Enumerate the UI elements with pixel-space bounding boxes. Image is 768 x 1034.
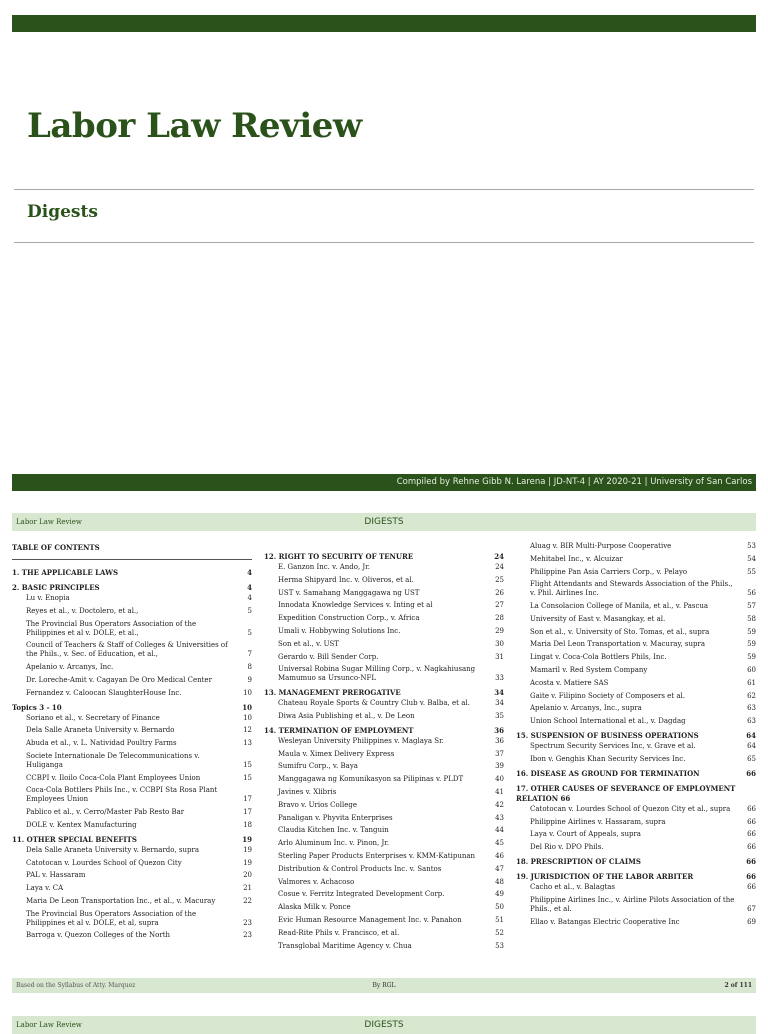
entry-title: Gaite v. Filipino Society of Composers et al.	[530, 691, 685, 700]
entry-page: 65	[747, 754, 756, 763]
entry-title: University of East v. Masangkay, et al.	[530, 614, 666, 623]
entry-title: UST v. Samahang Manggagawa ng UST	[278, 588, 420, 597]
entry-title: Sumifru Corp., v. Baya	[278, 762, 358, 771]
entry-title: Abuda et al., v. L. Natividad Poultry Farms	[26, 739, 177, 748]
toc-case-entry[interactable]	[516, 653, 756, 662]
entry-page: 69	[747, 917, 756, 926]
toc-case-entry[interactable]	[516, 692, 756, 701]
toc-case-entry[interactable]	[12, 871, 252, 880]
entry-page: 19	[242, 834, 252, 844]
entry-page: 7	[247, 650, 252, 659]
entry-page: 34	[495, 699, 504, 708]
entry-page: 55	[747, 567, 756, 576]
entry-title: 17. OTHER CAUSES OF SEVERANCE OF EMPLOYMENT RELATION 66	[516, 783, 736, 803]
toc-case-entry[interactable]	[264, 737, 504, 746]
entry-page: 58	[747, 614, 756, 623]
toc-case-entry[interactable]	[12, 846, 252, 855]
entry-page: 66	[747, 843, 756, 852]
toc-case-entry[interactable]	[264, 801, 504, 810]
toc-section-entry[interactable]	[516, 731, 756, 741]
toc-section-entry[interactable]	[516, 769, 756, 779]
entry-title: 14. TERMINATION OF EMPLOYMENT	[264, 725, 414, 735]
entry-page: 23	[243, 931, 252, 940]
entry-page: 66	[747, 883, 756, 892]
toc-case-entry[interactable]	[264, 929, 504, 938]
toc-case-entry[interactable]	[264, 563, 504, 572]
entry-page: 31	[495, 652, 504, 661]
entry-title: Coca-Cola Bottlers Phils Inc., v. CCBPI Sta Rosa Plant Employees Union	[26, 786, 218, 804]
entry-page: 41	[495, 788, 504, 797]
entry-title: E. Ganzon Inc. v. Ando, Jr.	[278, 563, 371, 571]
toc-case-entry[interactable]	[12, 884, 252, 893]
toc-case-entry[interactable]	[516, 640, 756, 649]
toc-case-entry[interactable]	[12, 726, 252, 735]
toc-case-entry[interactable]	[264, 750, 504, 759]
entry-title: Lu v. Enopia	[26, 594, 70, 602]
entry-page: 53	[495, 941, 504, 950]
entry-title: Fernandez v. Caloocan SlaughterHouse Inc.	[26, 688, 182, 697]
toc-case-entry[interactable]	[264, 865, 504, 874]
toc-case-entry[interactable]	[264, 775, 504, 784]
entry-page: 64	[747, 742, 756, 751]
entry-title: Council of Teachers & Staff of Colleges & Universities of the Phils., v. Sec. of Education, et al.,	[26, 641, 228, 659]
entry-page: 44	[495, 826, 504, 835]
toc-case-entry[interactable]	[516, 615, 756, 624]
toc-case-entry[interactable]	[264, 653, 504, 662]
entry-title: Cacho et al., v. Balagtas	[530, 883, 616, 892]
entry-title: Panaligan v. Phyvita Enterprises	[278, 813, 393, 822]
entry-page: 39	[495, 762, 504, 771]
entry-page: 37	[495, 749, 504, 758]
entry-page: 10	[242, 702, 252, 712]
entry-page: 33	[495, 674, 504, 683]
toc-column-1	[12, 542, 252, 944]
entry-page: 60	[747, 666, 756, 675]
document-title: Labor Law Review	[27, 106, 362, 146]
entry-page: 49	[495, 890, 504, 899]
top-banner	[12, 15, 756, 32]
entry-page: 59	[747, 653, 756, 662]
entry-page: 4	[247, 583, 252, 592]
entry-page: 15	[243, 773, 252, 782]
toc-case-entry[interactable]	[516, 555, 756, 564]
toc-section-entry[interactable]	[264, 726, 504, 736]
toc-case-entry[interactable]	[264, 627, 504, 636]
toc-case-entry[interactable]	[264, 890, 504, 899]
entry-title: Bravo v. Urios College	[278, 800, 357, 809]
toc-section-entry[interactable]	[516, 857, 756, 867]
entry-page: 12	[243, 726, 252, 735]
entry-page: 59	[747, 640, 756, 649]
toc-case-entry[interactable]	[12, 594, 252, 603]
toc-case-entry[interactable]	[264, 762, 504, 771]
toc-case-entry[interactable]	[264, 852, 504, 861]
entry-page: 48	[495, 877, 504, 886]
entry-title: Spectrum Security Services Inc, v. Grave et al.	[530, 742, 696, 751]
entry-title: Gerardo v. Bill Sender Corp.	[278, 652, 379, 661]
entry-title: Philippine Airlines Inc., v. Airline Pilots Association of the Phils., et al.	[530, 895, 735, 913]
toc-case-entry[interactable]	[264, 601, 504, 610]
entry-page: 53	[747, 542, 756, 550]
toc-section-entry[interactable]	[264, 688, 504, 698]
toc-case-entry[interactable]	[516, 918, 756, 927]
entry-page: 54	[747, 554, 756, 563]
entry-page: 34	[494, 688, 504, 698]
entry-title: Del Rio v. DPO Phils.	[530, 843, 604, 852]
toc-case-entry[interactable]	[12, 859, 252, 868]
entry-page: 50	[495, 903, 504, 912]
toc-case-entry[interactable]	[264, 916, 504, 925]
toc-case-entry[interactable]	[12, 620, 252, 638]
entry-title: Pablico et al., v. Cerro/Master Pab Resto Bar	[26, 808, 185, 817]
entry-title: Maula v. Ximex Delivery Express	[278, 749, 395, 758]
page-header	[12, 513, 756, 531]
toc-case-entry[interactable]	[516, 830, 756, 839]
entry-title: Maria Del Leon Transportation v. Macuray, supra	[530, 640, 706, 649]
toc-case-entry[interactable]	[516, 896, 756, 914]
entry-page: 24	[495, 563, 504, 571]
entry-title: The Provincial Bus Operators Association of the Philippines et al v. DOLE, et al.,	[26, 619, 197, 637]
toc-column-3	[516, 542, 756, 930]
entry-title: Sterling Paper Products Enterprises v. KMM-Katipunan	[278, 852, 476, 861]
header-left-text: Labor Law Review	[16, 518, 82, 526]
entry-page: 20	[243, 871, 252, 880]
toc-section-entry[interactable]	[264, 552, 504, 562]
entry-title: Umali v. Hobbywing Solutions Inc.	[278, 626, 401, 635]
entry-page: 5	[247, 606, 252, 615]
entry-title: CCBPI v. Iloilo Coca-Cola Plant Employees Union	[26, 773, 201, 782]
entry-title: Alaska Milk v. Ponce	[278, 903, 351, 912]
entry-title: Dela Salle Araneta University v. Bernardo, supra	[26, 845, 200, 854]
entry-page: 52	[495, 928, 504, 937]
toc-case-entry[interactable]	[264, 839, 504, 848]
toc-case-entry[interactable]	[264, 712, 504, 721]
toc-section-entry[interactable]	[12, 703, 252, 713]
toc-case-entry[interactable]	[516, 717, 756, 726]
entry-title: Manggagawa ng Komunikasyon sa Pilipinas v. PLDT	[278, 775, 464, 784]
toc-case-entry[interactable]	[12, 663, 252, 672]
entry-title: Laya v. Court of Appeals, supra	[530, 830, 641, 839]
entry-page: 13	[243, 739, 252, 748]
entry-title: Diwa Asia Publishing et al., v. De Leon	[278, 711, 415, 720]
toc-section-entry[interactable]	[12, 568, 252, 578]
toc-section-entry[interactable]	[516, 872, 756, 882]
toc-case-entry[interactable]	[12, 821, 252, 830]
entry-title: 2. BASIC PRINCIPLES	[12, 583, 100, 592]
toc-case-entry[interactable]	[516, 843, 756, 852]
toc-case-entry[interactable]	[516, 580, 756, 598]
entry-page: 19	[243, 845, 252, 854]
divider	[14, 242, 754, 243]
toc-case-entry[interactable]	[12, 739, 252, 748]
entry-page: 61	[747, 678, 756, 687]
entry-title: Soriano et al., v. Secretary of Finance	[26, 713, 160, 722]
entry-page: 29	[495, 626, 504, 635]
entry-title: Apelanio v. Arcanys, Inc.	[26, 663, 114, 671]
entry-title: Societe Internationale De Telecommunications v. Huliganga	[26, 751, 200, 769]
toc-case-entry[interactable]	[12, 714, 252, 723]
entry-page: 21	[243, 884, 252, 893]
toc-case-entry[interactable]	[12, 676, 252, 685]
toc-case-entry[interactable]	[12, 607, 252, 616]
entry-title: Barroga v. Quezon Colleges of the North	[26, 931, 171, 940]
entry-title: 12. RIGHT TO SECURITY OF TENURE	[264, 552, 414, 561]
entry-title: Union School International et al., v. Dagdag	[530, 717, 686, 726]
entry-page: 36	[495, 736, 504, 745]
toc-case-entry[interactable]	[264, 589, 504, 598]
entry-page: 57	[747, 602, 756, 611]
entry-title: Herma Shipyard Inc. v. Oliveros, et al.	[278, 575, 414, 584]
entry-page: 63	[747, 717, 756, 726]
entry-page: 9	[247, 675, 252, 684]
entry-title: Philippine Pan Asia Carriers Corp., v. Pelayo	[530, 567, 688, 576]
entry-page: 18	[243, 820, 252, 829]
entry-title: Dela Salle Araneta University v. Bernardo	[26, 726, 175, 735]
toc-section-entry[interactable]	[12, 835, 252, 845]
toc-case-entry[interactable]	[516, 883, 756, 892]
entry-page: 66	[746, 768, 756, 778]
entry-page: 24	[494, 552, 504, 561]
entry-title: 1. THE APPLICABLE LAWS	[12, 568, 119, 577]
entry-page: 63	[747, 704, 756, 713]
entry-title: Son et al., v. University of Sto. Tomas, et al., supra	[530, 627, 710, 636]
entry-title: 18. PRESCRIPTION OF CLAIMS	[516, 857, 641, 867]
entry-page: 10	[243, 713, 252, 722]
entry-page: 62	[747, 691, 756, 700]
entry-title: Wesleyan University Philippines v. Maglaya Sr.	[278, 736, 444, 745]
toc-case-entry[interactable]	[264, 614, 504, 623]
entry-page: 28	[495, 614, 504, 623]
toc-case-entry[interactable]	[516, 805, 756, 814]
toc-title: TABLE OF CONTENTS	[12, 542, 252, 560]
toc-section-entry[interactable]	[516, 784, 756, 804]
header-left-text: Labor Law Review	[16, 1021, 82, 1029]
toc-case-entry[interactable]	[516, 542, 756, 551]
toc-case-entry[interactable]	[516, 666, 756, 675]
entry-title: Reyes et al., v. Doctolero, et al.,	[26, 606, 139, 615]
entry-page: 30	[495, 639, 504, 648]
entry-page: 43	[495, 813, 504, 822]
entry-title: Chateau Royale Sports & Country Club v. Balba, et al.	[278, 699, 470, 708]
entry-title: Son et al., v. UST	[278, 639, 339, 648]
toc-section-entry[interactable]	[12, 583, 252, 593]
footer-left-text: Based on the Syllabus of Atty. Marquez	[16, 982, 136, 989]
toc-case-entry[interactable]	[264, 814, 504, 823]
entry-page: 19	[243, 858, 252, 867]
entry-page: 22	[243, 896, 252, 905]
entry-title: Valmores v. Achacoso	[278, 877, 355, 886]
entry-title: Cosue v. Ferritz Integrated Development Corp.	[278, 890, 445, 899]
entry-page: 10	[243, 688, 252, 697]
entry-title: Evic Human Resource Management Inc. v. Panahon	[278, 916, 462, 925]
entry-page: 42	[495, 800, 504, 809]
entry-page: 46	[495, 852, 504, 861]
entry-title: Lingat v. Coca-Cola Bottlers Phils, Inc.	[530, 653, 667, 662]
toc-case-entry[interactable]	[516, 704, 756, 713]
entry-title: Catotocan v. Lourdes School of Quezon City et al., supra	[530, 804, 731, 813]
entry-title: 15. SUSPENSION OF BUSINESS OPERATIONS	[516, 731, 699, 741]
entry-page: 59	[747, 627, 756, 636]
toc-case-entry[interactable]	[264, 826, 504, 835]
toc-case-entry[interactable]	[12, 910, 252, 928]
toc-column-2	[264, 547, 504, 954]
toc-case-entry[interactable]	[264, 576, 504, 585]
entry-title: Universal Robina Sugar Milling Corp., v. Nagkahiusang Mamumuo sa Ursunco-NFL	[278, 665, 476, 683]
document-subtitle: Digests	[27, 202, 98, 222]
entry-title: 19. JURISDICTION OF THE LABOR ARBITER	[516, 872, 694, 882]
entry-title: Transglobal Maritime Agency v. Chua	[278, 941, 412, 950]
entry-page: 4	[247, 568, 252, 577]
entry-page: 66	[747, 817, 756, 826]
entry-title: Javines v. Xlibris	[278, 788, 337, 797]
toc-case-entry[interactable]	[12, 808, 252, 817]
entry-page: 66	[747, 804, 756, 813]
entry-title: The Provincial Bus Operators Association of the Philippines et al v. DOLE, et al, supra	[26, 909, 197, 927]
entry-title: Maria De Leon Transportation Inc., et al., v. Macuray	[26, 896, 216, 905]
entry-page: 51	[495, 916, 504, 925]
next-page-header	[12, 1016, 756, 1034]
toc-case-entry[interactable]	[264, 878, 504, 887]
entry-page: 17	[243, 795, 252, 804]
toc-case-entry[interactable]	[264, 665, 504, 683]
toc-case-entry[interactable]	[516, 818, 756, 827]
toc-case-entry[interactable]	[12, 931, 252, 940]
entry-page: 25	[495, 575, 504, 584]
toc-case-entry[interactable]	[12, 689, 252, 698]
entry-page: 40	[495, 775, 504, 784]
entry-title: Mamaril v. Red System Company	[530, 666, 648, 675]
toc-case-entry[interactable]	[516, 679, 756, 688]
entry-page: 15	[243, 760, 252, 769]
entry-title: Claudia Kitchen Inc. v. Tanguin	[278, 826, 389, 835]
toc-case-entry[interactable]	[264, 640, 504, 649]
toc-case-entry[interactable]	[264, 788, 504, 797]
page-number: 2 of 111	[724, 982, 752, 989]
toc-case-entry[interactable]	[12, 897, 252, 906]
toc-case-entry[interactable]	[516, 742, 756, 751]
entry-title: 11. OTHER SPECIAL BENEFITS	[12, 834, 137, 844]
entry-page: 23	[243, 918, 252, 927]
entry-title: Innodata Knowledge Services v. Inting et al	[278, 601, 433, 610]
entry-title: Topics 3 - 10	[12, 702, 62, 712]
entry-page: 66	[747, 830, 756, 839]
toc-case-entry[interactable]	[264, 903, 504, 912]
entry-title: Apelanio v. Arcanys, Inc., supra	[530, 704, 642, 713]
toc-case-entry[interactable]	[516, 755, 756, 764]
entry-title: 16. DISEASE AS GROUND FOR TERMINATION	[516, 768, 700, 778]
entry-page: 66	[746, 872, 756, 882]
toc-case-entry[interactable]	[12, 774, 252, 783]
entry-title: Laya v. CA	[26, 884, 64, 893]
entry-title: Aluag v. BIR Multi-Purpose Cooperative	[530, 542, 672, 550]
toc-case-entry[interactable]	[12, 786, 252, 804]
entry-title: DOLE v. Kentex Manufacturing	[26, 820, 137, 829]
compiled-by-banner: Compiled by Rehne Gibb N. Larena | JD-NT-4 | AY 2020-21 | University of San Carlos	[12, 474, 756, 491]
entry-page: 67	[747, 904, 756, 913]
toc-case-entry[interactable]	[264, 942, 504, 951]
entry-page: 26	[495, 588, 504, 597]
entry-title: Dr. Loreche-Amit v. Cagayan De Oro Medical Center	[26, 675, 212, 684]
toc-case-entry[interactable]	[12, 641, 252, 659]
divider	[14, 189, 754, 190]
entry-title: 13. MANAGEMENT PREROGATIVE	[264, 688, 401, 698]
entry-title: Ellao v. Batangas Electric Cooperative Inc	[530, 917, 680, 926]
entry-page: 5	[247, 628, 252, 637]
entry-page: 8	[247, 663, 252, 671]
footer-center-text: By RGL	[372, 982, 396, 989]
entry-title: Flight Attendants and Stewards Association of the Phils., v. Phil. Airlines Inc.	[530, 580, 733, 598]
entry-title: PAL v. Hassaram	[26, 871, 86, 880]
entry-title: Ibon v. Genghis Khan Security Services Inc.	[530, 754, 686, 763]
toc-case-entry[interactable]	[12, 752, 252, 770]
entry-title: Read-Rite Phils v. Francisco, et al.	[278, 928, 400, 937]
entry-page: 64	[746, 731, 756, 741]
toc-case-entry[interactable]	[516, 568, 756, 577]
header-center-text: DIGESTS	[364, 517, 404, 527]
entry-page: 56	[747, 589, 756, 598]
entry-title: Philippine Airlines v. Hassaram, supra	[530, 817, 666, 826]
entry-page: 17	[243, 808, 252, 817]
entry-page: 66	[746, 857, 756, 867]
entry-page: 27	[495, 601, 504, 610]
page-footer	[12, 978, 756, 993]
entry-page: 45	[495, 839, 504, 848]
entry-title: Arlo Aluminum Inc. v. Pinon, Jr.	[278, 839, 390, 848]
entry-title: Distribution & Control Products Inc. v. Santos	[278, 864, 442, 873]
entry-title: Acosta v. Matiere SAS	[530, 678, 609, 687]
entry-title: La Consolacion College of Manila, et al., v. Pascua	[530, 602, 709, 611]
entry-page: 35	[495, 711, 504, 720]
toc-case-entry[interactable]	[264, 699, 504, 708]
toc-case-entry[interactable]	[516, 628, 756, 637]
entry-page: 36	[494, 725, 504, 735]
toc-case-entry[interactable]	[516, 602, 756, 611]
header-center-text: DIGESTS	[364, 1020, 404, 1030]
entry-title: Catotocan v. Lourdes School of Quezon City	[26, 858, 182, 867]
entry-title: Expedition Construction Corp., v. Africa	[278, 614, 420, 623]
entry-page: 4	[247, 594, 252, 602]
entry-title: Mehitabel Inc., v. Alcuizar	[530, 554, 623, 563]
entry-page: 47	[495, 864, 504, 873]
